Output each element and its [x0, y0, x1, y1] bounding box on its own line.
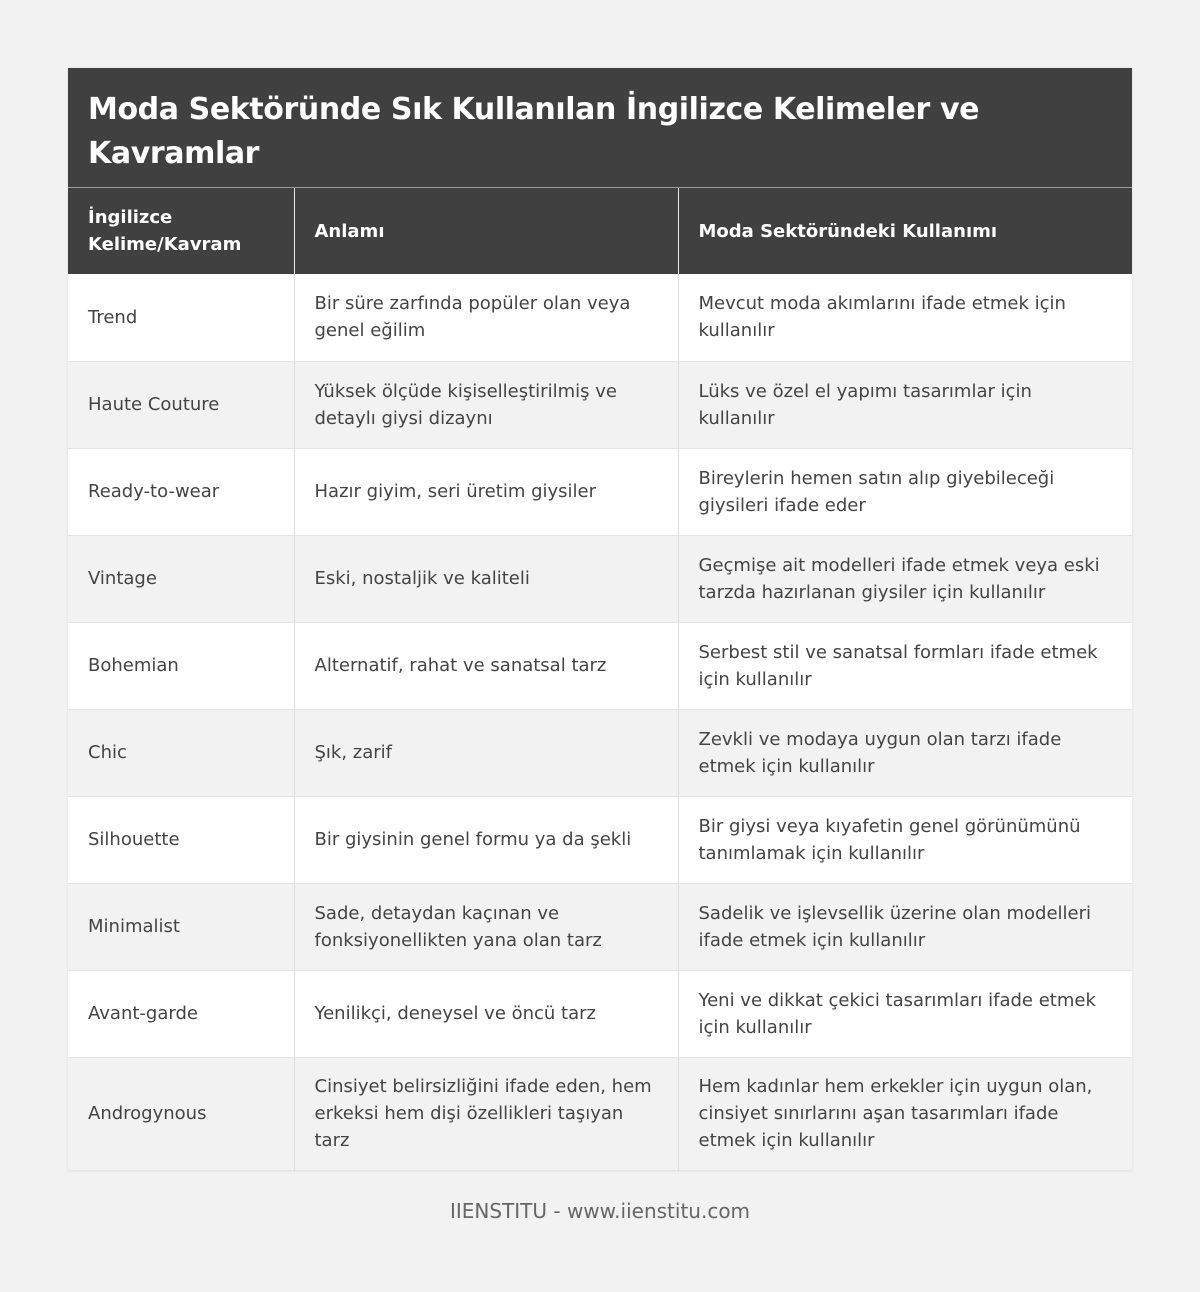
- cell-term: Chic: [68, 709, 294, 796]
- cell-usage: Sadelik ve işlevsellik üzerine olan modelleri ifade etmek için kullanılır: [678, 883, 1132, 970]
- table-row: [68, 622, 1132, 709]
- column-header-meaning: Anlamı: [294, 188, 678, 274]
- cell-usage: Zevkli ve modaya uygun olan tarzı ifade etmek için kullanılır: [678, 709, 1132, 796]
- cell-usage: Hem kadınlar hem erkekler için uygun olan, cinsiyet sınırlarını aşan tasarımları ifade etmek için kullanılır: [678, 1057, 1132, 1170]
- cell-term: Minimalist: [68, 883, 294, 970]
- cell-meaning: Bir giysinin genel formu ya da şekli: [294, 796, 678, 883]
- header-row: [68, 188, 1132, 274]
- cell-meaning: Eski, nostaljik ve kaliteli: [294, 535, 678, 622]
- cell-usage: Mevcut moda akımlarını ifade etmek için kullanılır: [678, 274, 1132, 361]
- table-row: [68, 448, 1132, 535]
- cell-meaning: Yenilikçi, deneysel ve öncü tarz: [294, 970, 678, 1057]
- table-row: [68, 709, 1132, 796]
- cell-term: Ready-to-wear: [68, 448, 294, 535]
- table-row: [68, 361, 1132, 448]
- cell-meaning: Cinsiyet belirsizliğini ifade eden, hem erkeksi hem dişi özellikleri taşıyan tarz: [294, 1057, 678, 1170]
- cell-meaning: Alternatif, rahat ve sanatsal tarz: [294, 622, 678, 709]
- table-row: [68, 1057, 1132, 1170]
- cell-meaning: Yüksek ölçüde kişiselleştirilmiş ve detaylı giysi dizaynı: [294, 361, 678, 448]
- cell-meaning: Hazır giyim, seri üretim giysiler: [294, 448, 678, 535]
- table-row: [68, 883, 1132, 970]
- table-row: [68, 970, 1132, 1057]
- cell-usage: Bir giysi veya kıyafetin genel görünümünü tanımlamak için kullanılır: [678, 796, 1132, 883]
- glossary-card: [68, 68, 1132, 1171]
- table-title: Moda Sektöründe Sık Kullanılan İngilizce Kelimeler ve Kavramlar: [88, 92, 980, 171]
- column-header-usage: Moda Sektöründeki Kullanımı: [678, 188, 1132, 274]
- column-header-term: İngilizce Kelime/Kavram: [68, 188, 294, 274]
- table-row: [68, 796, 1132, 883]
- footer-credit: IIENSTITU - www.iienstitu.com: [449, 1199, 751, 1223]
- cell-usage: Bireylerin hemen satın alıp giyebileceği giysileri ifade eder: [678, 448, 1132, 535]
- cell-term: Vintage: [68, 535, 294, 622]
- cell-usage: Lüks ve özel el yapımı tasarımlar için kullanılır: [678, 361, 1132, 448]
- cell-meaning: Bir süre zarfında popüler olan veya genel eğilim: [294, 274, 678, 361]
- cell-term: Haute Couture: [68, 361, 294, 448]
- cell-term: Avant-garde: [68, 970, 294, 1057]
- cell-usage: Geçmişe ait modelleri ifade etmek veya eski tarzda hazırlanan giysiler için kullanılır: [678, 535, 1132, 622]
- table-row: [68, 535, 1132, 622]
- cell-term: Silhouette: [68, 796, 294, 883]
- table-row: [68, 274, 1132, 361]
- cell-term: Androgynous: [68, 1057, 294, 1170]
- cell-term: Bohemian: [68, 622, 294, 709]
- glossary-table: [68, 188, 1132, 1171]
- cell-meaning: Şık, zarif: [294, 709, 678, 796]
- title-bar: [68, 68, 1132, 188]
- cell-usage: Yeni ve dikkat çekici tasarımları ifade etmek için kullanılır: [678, 970, 1132, 1057]
- cell-term: Trend: [68, 274, 294, 361]
- cell-meaning: Sade, detaydan kaçınan ve fonksiyonellikten yana olan tarz: [294, 883, 678, 970]
- cell-usage: Serbest stil ve sanatsal formları ifade etmek için kullanılır: [678, 622, 1132, 709]
